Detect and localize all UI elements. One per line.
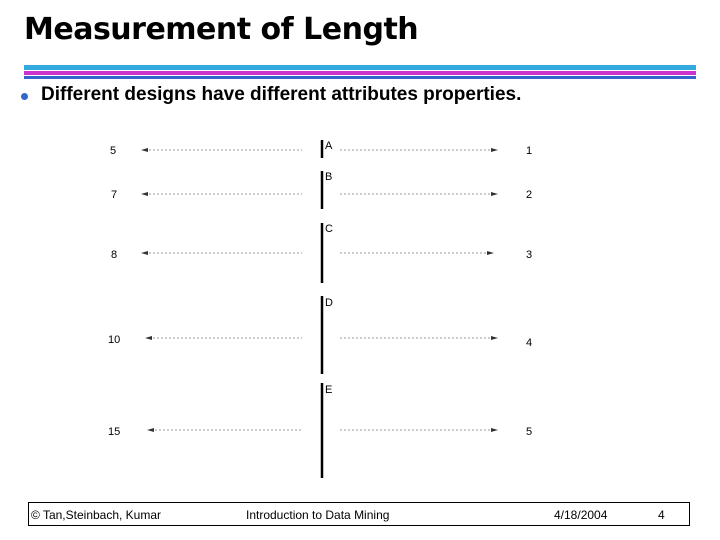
footer-copyright: © Tan,Steinbach, Kumar	[31, 508, 162, 522]
segment-label: E	[325, 384, 333, 396]
right-value-label: 5	[526, 426, 533, 438]
segment-label: D	[325, 297, 333, 309]
arrowhead-right-icon	[491, 336, 498, 340]
arrowhead-left-icon	[141, 148, 148, 152]
footer-course: Introduction to Data Mining	[246, 508, 390, 522]
slide-title: Measurement of Length	[24, 12, 419, 47]
right-value-label: 2	[526, 189, 533, 201]
arrowhead-left-icon	[145, 336, 152, 340]
arrowhead-right-icon	[487, 251, 494, 255]
right-value-label: 1	[526, 145, 533, 157]
arrowhead-right-icon	[491, 148, 498, 152]
arrowhead-right-icon	[491, 192, 498, 196]
footer-page-number: 4	[658, 508, 665, 522]
mapping-row-c	[111, 223, 532, 283]
left-value-label: 10	[108, 334, 121, 346]
mapping-row-a	[110, 140, 532, 158]
left-value-label: 7	[111, 189, 118, 201]
mapping-row-d	[108, 296, 532, 374]
bullet-text: Different designs have different attributes properties.	[41, 84, 522, 105]
right-value-label: 4	[526, 337, 533, 349]
arrowhead-left-icon	[141, 251, 148, 255]
arrowhead-left-icon	[147, 428, 154, 432]
segment-label: B	[325, 171, 333, 183]
right-value-label: 3	[526, 249, 533, 261]
mapping-row-b	[111, 171, 532, 209]
arrowhead-right-icon	[491, 428, 498, 432]
segment-label: A	[325, 140, 333, 152]
slide-footer	[28, 502, 690, 526]
mapping-row-e	[108, 383, 532, 478]
left-value-label: 15	[108, 426, 121, 438]
left-value-label: 5	[110, 145, 117, 157]
left-value-label: 8	[111, 249, 118, 261]
arrowhead-left-icon	[141, 192, 148, 196]
segment-label: C	[325, 223, 333, 235]
footer-date: 4/18/2004	[554, 508, 608, 522]
